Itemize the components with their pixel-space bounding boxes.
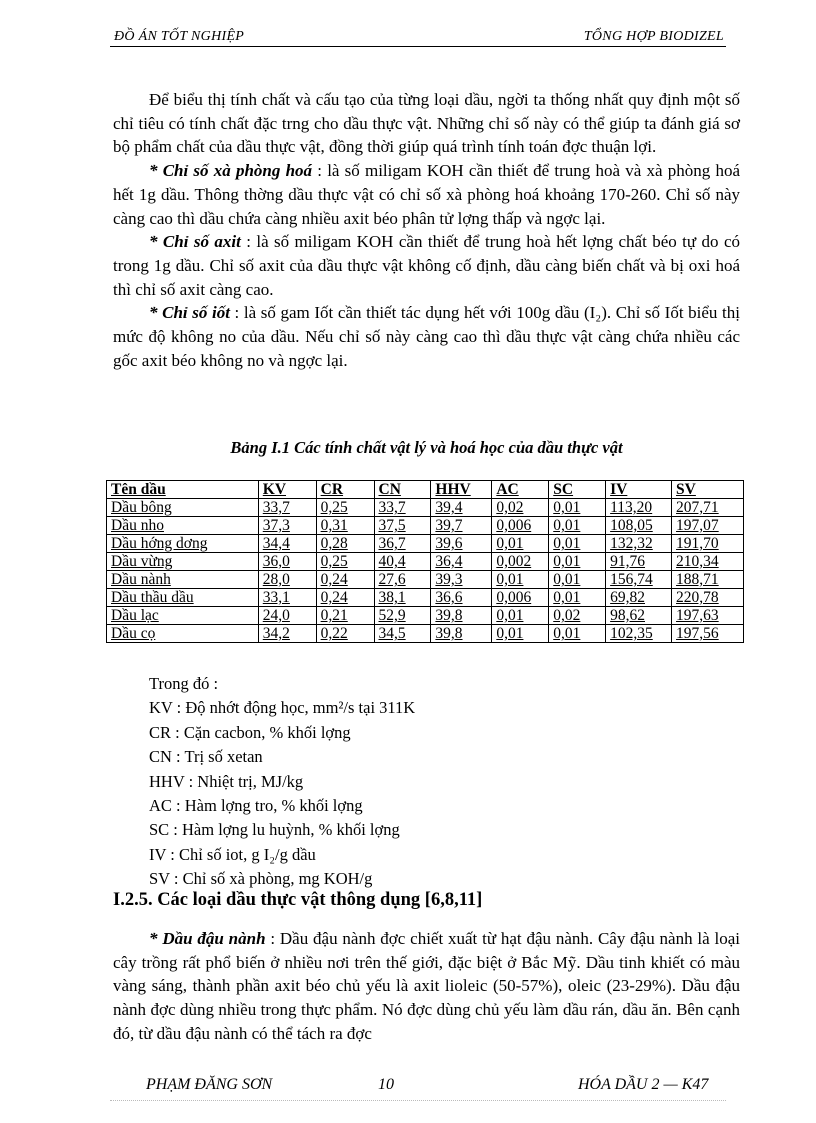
value-cell: 0,01: [549, 571, 606, 589]
value-cell: 24,0: [258, 607, 316, 625]
legend-item: SV : Chỉ số xà phòng, mg KOH/g: [149, 869, 373, 889]
value-cell: 0,006: [492, 589, 549, 607]
value-cell: 0,24: [316, 589, 374, 607]
value-cell: 37,5: [374, 517, 431, 535]
saponification-paragraph: [113, 159, 740, 230]
legend-intro: Trong đó :: [149, 674, 219, 693]
intro-paragraph: Để biểu thị tính chất và cấu tạo của từng loại dầu, ngời ta thống nhất quy định một số chỉ tiêu có tính chất đặc trng cho dầu thực vật. Những chỉ số này có thể giúp ta đánh giá sơ bộ phẩm chất của dầu thực vật, đồng thời giúp quá trình tính toán đợc thuận lợi.: [113, 90, 740, 157]
value-cell: 197,63: [672, 607, 744, 625]
value-cell: 0,01: [549, 517, 606, 535]
value-cell: 102,35: [606, 625, 672, 643]
saponification-text: : là số miligam KOH cần thiết để trung hoà và xà phòng hoá hết 1g dầu. Thông thờng dầu thực vật có chỉ số xà phòng hoá khoảng 170-260. Chỉ số này càng cao thì dầu chứa càng nhiều axit béo phân tử lợng thấp và ngợc lại.: [113, 161, 740, 228]
legend-item: IV : Chỉ số iot, g I₂/g dầu: [149, 844, 316, 864]
oil-properties-table: [106, 480, 744, 643]
value-cell: 0,21: [316, 607, 374, 625]
oil-name-cell: Dầu nho: [107, 517, 259, 535]
value-cell: 108,05: [606, 517, 672, 535]
table-row: [107, 517, 744, 535]
value-cell: 33,1: [258, 589, 316, 607]
value-cell: 188,71: [672, 571, 744, 589]
value-cell: 0,01: [549, 535, 606, 553]
value-cell: 0,01: [549, 625, 606, 643]
value-cell: 0,25: [316, 499, 374, 517]
column-header: AC: [492, 481, 549, 499]
value-cell: 0,24: [316, 571, 374, 589]
table-header-row: [107, 481, 744, 499]
column-header: IV: [606, 481, 672, 499]
value-cell: 0,01: [492, 535, 549, 553]
value-cell: 39,7: [431, 517, 492, 535]
value-cell: 156,74: [606, 571, 672, 589]
value-cell: 0,25: [316, 553, 374, 571]
iodine-paragraph: [113, 301, 740, 372]
value-cell: 0,006: [492, 517, 549, 535]
value-cell: 0,01: [492, 625, 549, 643]
value-cell: 0,01: [549, 589, 606, 607]
legend-item: CN : Trị số xetan: [149, 747, 263, 767]
legend: [149, 672, 415, 892]
value-cell: 0,01: [549, 499, 606, 517]
value-cell: 0,02: [492, 499, 549, 517]
section-heading: I.2.5. Các loại dầu thực vật thông dụng [6,8,11]: [113, 890, 483, 910]
footer-class: HÓA DẦU 2 — K47: [578, 1076, 709, 1093]
table-row: [107, 553, 744, 571]
oil-name-cell: Dầu bông: [107, 499, 259, 517]
value-cell: 191,70: [672, 535, 744, 553]
oil-name-cell: Dầu lạc: [107, 607, 259, 625]
value-cell: 33,7: [258, 499, 316, 517]
soybean-term: * Dầu đậu nành: [149, 929, 266, 948]
column-header: Tên dầu: [107, 481, 259, 499]
value-cell: 33,7: [374, 499, 431, 517]
value-cell: 39,8: [431, 625, 492, 643]
value-cell: 197,56: [672, 625, 744, 643]
value-cell: 0,28: [316, 535, 374, 553]
value-cell: 39,8: [431, 607, 492, 625]
value-cell: 210,34: [672, 553, 744, 571]
column-header: SV: [672, 481, 744, 499]
page-header: [110, 30, 726, 47]
legend-item: KV : Độ nhớt động học, mm²/s tại 311K: [149, 698, 416, 718]
legend-item: SC : Hàm lợng lu huỳnh, % khối lợng: [149, 820, 400, 840]
acid-paragraph: [113, 230, 740, 301]
value-cell: 0,01: [549, 553, 606, 571]
legend-item: HHV : Nhiệt trị, MJ/kg: [149, 771, 304, 791]
oil-name-cell: Dầu hớng dơng: [107, 535, 259, 553]
value-cell: 132,32: [606, 535, 672, 553]
soybean-section: [113, 927, 740, 1046]
value-cell: 28,0: [258, 571, 316, 589]
footer-author: PHẠM ĐĂNG SƠN: [146, 1076, 273, 1093]
table-row: [107, 571, 744, 589]
page-number: 10: [378, 1076, 394, 1093]
value-cell: 0,01: [492, 607, 549, 625]
legend-item: AC : Hàm lợng tro, % khối lợng: [149, 796, 363, 816]
value-cell: 27,6: [374, 571, 431, 589]
acid-text: : là số miligam KOH cần thiết để trung hoà hết lợng chất béo tự do có trong 1g dầu. Chỉ số axit của dầu thực vật không cố định, dầu càng biến chất và bị oxi hoá thì chỉ số axit càng cao.: [113, 232, 740, 299]
intro-section: [113, 88, 740, 372]
soybean-text: : Dầu đậu nành đợc chiết xuất từ hạt đậu nành. Cây đậu nành là loại cây trồng rất phổ biến ở nhiều nơi trên thế giới, đặc biệt ở Bắc Mỹ. Dầu tinh khiết có màu vàng sáng, thành phần axit béo chủ yếu là axit lioleic (50-57%), oleic (23-29%). Dầu đậu nành đợc dùng nhiều trong thực phẩm. Nó đợc dùng chủ yếu làm dầu rán, dầu ăn. Bên cạnh đó, từ dầu đậu nành có thể tách ra đợc: [113, 929, 740, 1043]
value-cell: 220,78: [672, 589, 744, 607]
value-cell: 91,76: [606, 553, 672, 571]
value-cell: 39,4: [431, 499, 492, 517]
value-cell: 40,4: [374, 553, 431, 571]
column-header: CR: [316, 481, 374, 499]
iodine-text: : là số gam Iốt cần thiết tác dụng hết với 100g dầu (I₂). Chỉ số Iốt biểu thị mức độ không no của dầu. Nếu chỉ số này càng cao thì dầu thực vật càng chứa nhiều các gốc axit béo không no và ngợc lại.: [113, 303, 740, 370]
value-cell: 37,3: [258, 517, 316, 535]
oil-name-cell: Dầu thầu dầu: [107, 589, 259, 607]
column-header: CN: [374, 481, 431, 499]
value-cell: 0,002: [492, 553, 549, 571]
iodine-term: * Chỉ số iốt: [149, 303, 230, 323]
soybean-paragraph: [113, 927, 740, 1046]
table-row: [107, 499, 744, 517]
value-cell: 197,07: [672, 517, 744, 535]
acid-term: * Chỉ số axit: [149, 232, 241, 252]
table-row: [107, 607, 744, 625]
value-cell: 0,31: [316, 517, 374, 535]
header-right-text: TỔNG HỢP BIODIZEL: [583, 29, 724, 44]
legend-item: CR : Cặn cacbon, % khối lợng: [149, 722, 351, 742]
column-header: HHV: [431, 481, 492, 499]
table-row: [107, 535, 744, 553]
value-cell: 0,22: [316, 625, 374, 643]
value-cell: 36,6: [431, 589, 492, 607]
value-cell: 36,7: [374, 535, 431, 553]
value-cell: 207,71: [672, 499, 744, 517]
value-cell: 0,02: [549, 607, 606, 625]
saponification-term: * Chỉ số xà phòng hoá: [149, 161, 313, 181]
value-cell: 38,1: [374, 589, 431, 607]
value-cell: 98,62: [606, 607, 672, 625]
value-cell: 36,4: [431, 553, 492, 571]
column-header: SC: [549, 481, 606, 499]
header-left-text: ĐỒ ÁN TỐT NGHIỆP: [114, 29, 245, 44]
oil-name-cell: Dầu vừng: [107, 553, 259, 571]
oil-name-cell: Dầu nành: [107, 571, 259, 589]
footer-divider: [110, 1100, 726, 1101]
value-cell: 39,3: [431, 571, 492, 589]
value-cell: 0,01: [492, 571, 549, 589]
value-cell: 36,0: [258, 553, 316, 571]
value-cell: 34,2: [258, 625, 316, 643]
oil-name-cell: Dầu cọ: [107, 625, 259, 643]
table-row: [107, 589, 744, 607]
value-cell: 113,20: [606, 499, 672, 517]
value-cell: 52,9: [374, 607, 431, 625]
column-header: KV: [258, 481, 316, 499]
value-cell: 34,5: [374, 625, 431, 643]
value-cell: 39,6: [431, 535, 492, 553]
table-caption: Bảng I.1 Các tính chất vật lý và hoá học của dầu thực vật: [230, 438, 623, 457]
value-cell: 69,82: [606, 589, 672, 607]
value-cell: 34,4: [258, 535, 316, 553]
table-row: [107, 625, 744, 643]
